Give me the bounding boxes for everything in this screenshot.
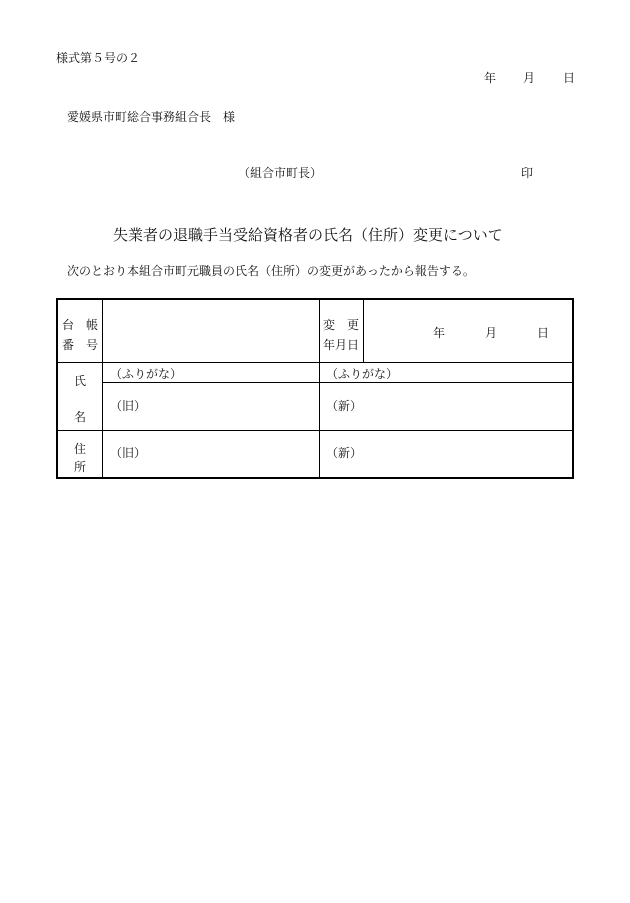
col-divider-label [102, 300, 103, 477]
address-label-line2: 所 [74, 460, 87, 474]
change-report-table [56, 298, 574, 479]
change-label-line2: 年月日 [323, 338, 360, 352]
address-label-line1: 住 [74, 442, 87, 456]
row-divider-furigana [102, 382, 572, 383]
old-furigana-label: （ふりがな） [110, 367, 183, 381]
sender-label: （組合市町長） [238, 166, 323, 180]
seal-mark: 印 [521, 166, 534, 180]
name-label-line2: 名 [74, 410, 87, 424]
row-divider-1 [58, 362, 572, 363]
change-date-day: 日 [537, 326, 550, 340]
ledger-number-field[interactable] [104, 302, 317, 360]
form-number: 様式第５号の２ [56, 51, 141, 65]
change-date-year: 年 [433, 326, 446, 340]
new-furigana-label: （ふりがな） [326, 367, 399, 381]
row-divider-2 [58, 430, 572, 431]
date-day-label: 日 [563, 71, 576, 85]
col-divider-middle [319, 300, 320, 477]
intro-text: 次のとおり本組合市町元職員の氏名（住所）の変更があったから報告する。 [67, 264, 475, 278]
ledger-label-line2: 番 号 [62, 338, 99, 352]
name-label-line1: 氏 [74, 374, 87, 388]
date-month-label: 月 [523, 71, 536, 85]
new-address-label: （新） [326, 446, 363, 460]
change-label-line1: 変 更 [323, 318, 360, 332]
date-year-label: 年 [484, 71, 497, 85]
change-date-field[interactable] [365, 302, 570, 360]
old-name-label: （旧） [110, 399, 147, 413]
ledger-label-line1: 台 帳 [62, 318, 99, 332]
new-name-label: （新） [326, 399, 363, 413]
old-address-label: （旧） [110, 446, 147, 460]
document-title: 失業者の退職手当受給資格者の氏名（住所）変更について [113, 226, 503, 244]
addressee: 愛媛県市町総合事務組合長 様 [67, 110, 236, 124]
change-date-month: 月 [485, 326, 498, 340]
col-divider-change [363, 300, 364, 362]
